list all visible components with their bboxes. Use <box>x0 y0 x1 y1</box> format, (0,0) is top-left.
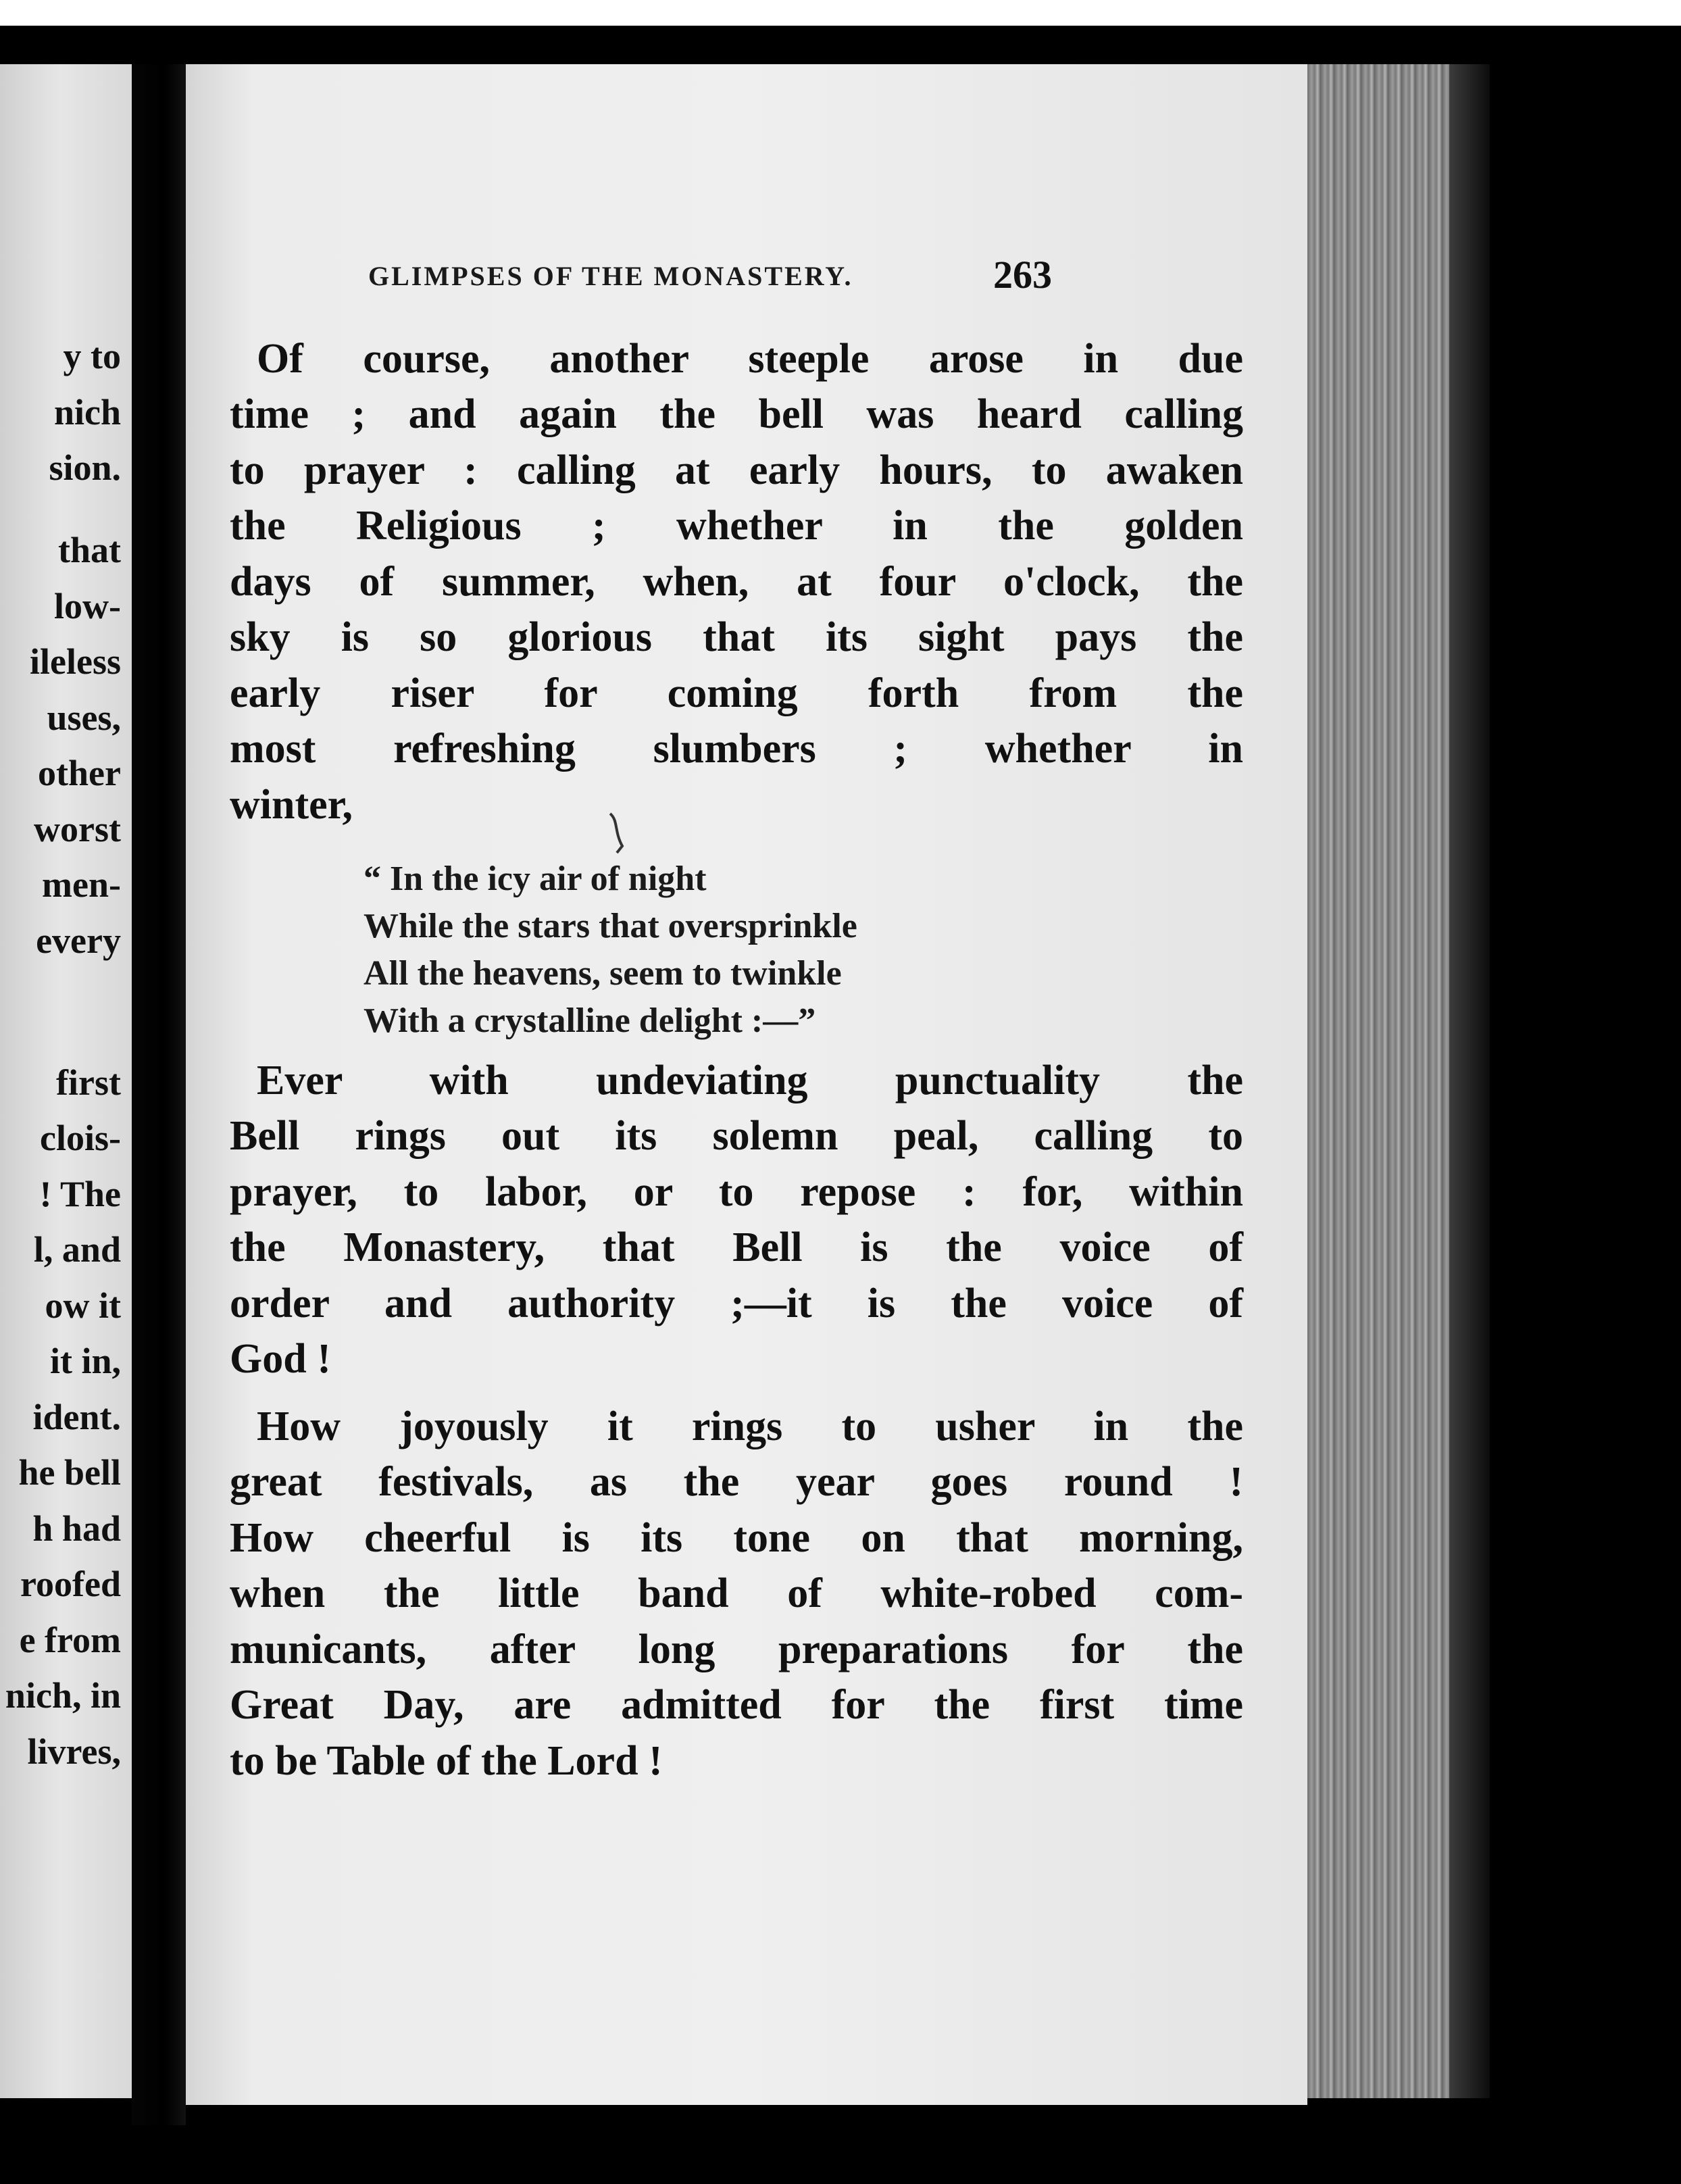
running-head-title: GLIMPSES OF THE MONASTERY. <box>368 261 853 291</box>
left-page-line: y to <box>63 336 121 376</box>
right-page <box>186 64 1307 2105</box>
verse-line: All the heavens, seem to twinkle <box>363 954 842 993</box>
left-page-line: uses, <box>47 697 121 738</box>
text-line: when the little band of white-robed com- <box>230 1570 1243 1616</box>
page-edges <box>1307 64 1449 2098</box>
text-line: Great Day, are admitted for the first time <box>230 1682 1243 1728</box>
left-page-line: that <box>58 530 121 570</box>
text-line: days of summer, when, at four o'clock, the <box>230 559 1243 605</box>
text-line: the Monastery, that Bell is the voice of <box>230 1224 1243 1270</box>
left-page-line: it in, <box>49 1341 121 1381</box>
verse-line: “ In the icy air of night <box>363 860 707 898</box>
text-line: time ; and again the bell was heard calling <box>230 391 1243 437</box>
text-line: great festivals, as the year goes round ! <box>230 1459 1243 1505</box>
text-line: municants, after long preparations for the <box>230 1627 1243 1672</box>
left-page-line: h had <box>32 1508 121 1549</box>
text-line: early riser for coming forth from the <box>230 670 1243 716</box>
left-page-line: men- <box>42 864 121 905</box>
left-page-line: ileless <box>30 641 121 682</box>
text-line: Bell rings out its solemn peal, calling to <box>230 1113 1243 1159</box>
left-page-line: livres, <box>27 1731 121 1772</box>
text-line: to prayer : calling at early hours, to awaken <box>230 447 1243 493</box>
book-spine-shadow <box>1449 64 1490 2098</box>
page-number: 263 <box>993 253 1052 297</box>
text-line: sky is so glorious that its sight pays the <box>230 614 1243 660</box>
left-facing-page <box>0 64 132 2098</box>
pencil-mark <box>605 811 632 858</box>
left-page-line: nich, in <box>5 1675 121 1716</box>
text-line: How cheerful is its tone on that morning, <box>230 1515 1243 1561</box>
left-page-line: he bell <box>18 1452 121 1493</box>
text-line: Of course, another steeple arose in due <box>257 336 1243 382</box>
left-page-line: sion. <box>49 447 121 488</box>
left-page-line: ow it <box>45 1285 121 1326</box>
left-page-line: clois- <box>40 1118 121 1158</box>
text-line: order and authority ;—it is the voice of <box>230 1281 1243 1326</box>
left-page-line: l, and <box>33 1229 121 1270</box>
verse-line: With a crystalline delight :—” <box>363 1001 816 1040</box>
left-page-line: worst <box>34 809 121 849</box>
left-page-line: every <box>36 920 121 961</box>
text-line: the Religious ; whether in the golden <box>230 503 1243 549</box>
left-page-line: e from <box>19 1620 121 1660</box>
text-line: most refreshing slumbers ; whether in <box>230 726 1243 772</box>
text-line: How joyously it rings to usher in the <box>257 1404 1243 1449</box>
text-line: winter, <box>230 782 353 828</box>
left-page-line: ! The <box>39 1174 121 1214</box>
text-line: Ever with undeviating punctuality the <box>257 1058 1243 1103</box>
book-gutter <box>132 64 186 2125</box>
left-page-line: ident. <box>32 1397 121 1437</box>
left-page-line: low- <box>54 586 121 626</box>
text-line: God ! <box>230 1336 331 1382</box>
verse-line: While the stars that oversprinkle <box>363 907 857 945</box>
left-page-line: roofed <box>20 1564 121 1604</box>
text-line: to be Table of the Lord ! <box>230 1738 663 1784</box>
left-page-line: nich <box>53 392 121 432</box>
left-page-line: first <box>56 1062 121 1103</box>
scan-top-margin <box>0 0 1681 26</box>
left-page-line: other <box>38 753 121 793</box>
text-line: prayer, to labor, or to repose : for, within <box>230 1169 1243 1215</box>
